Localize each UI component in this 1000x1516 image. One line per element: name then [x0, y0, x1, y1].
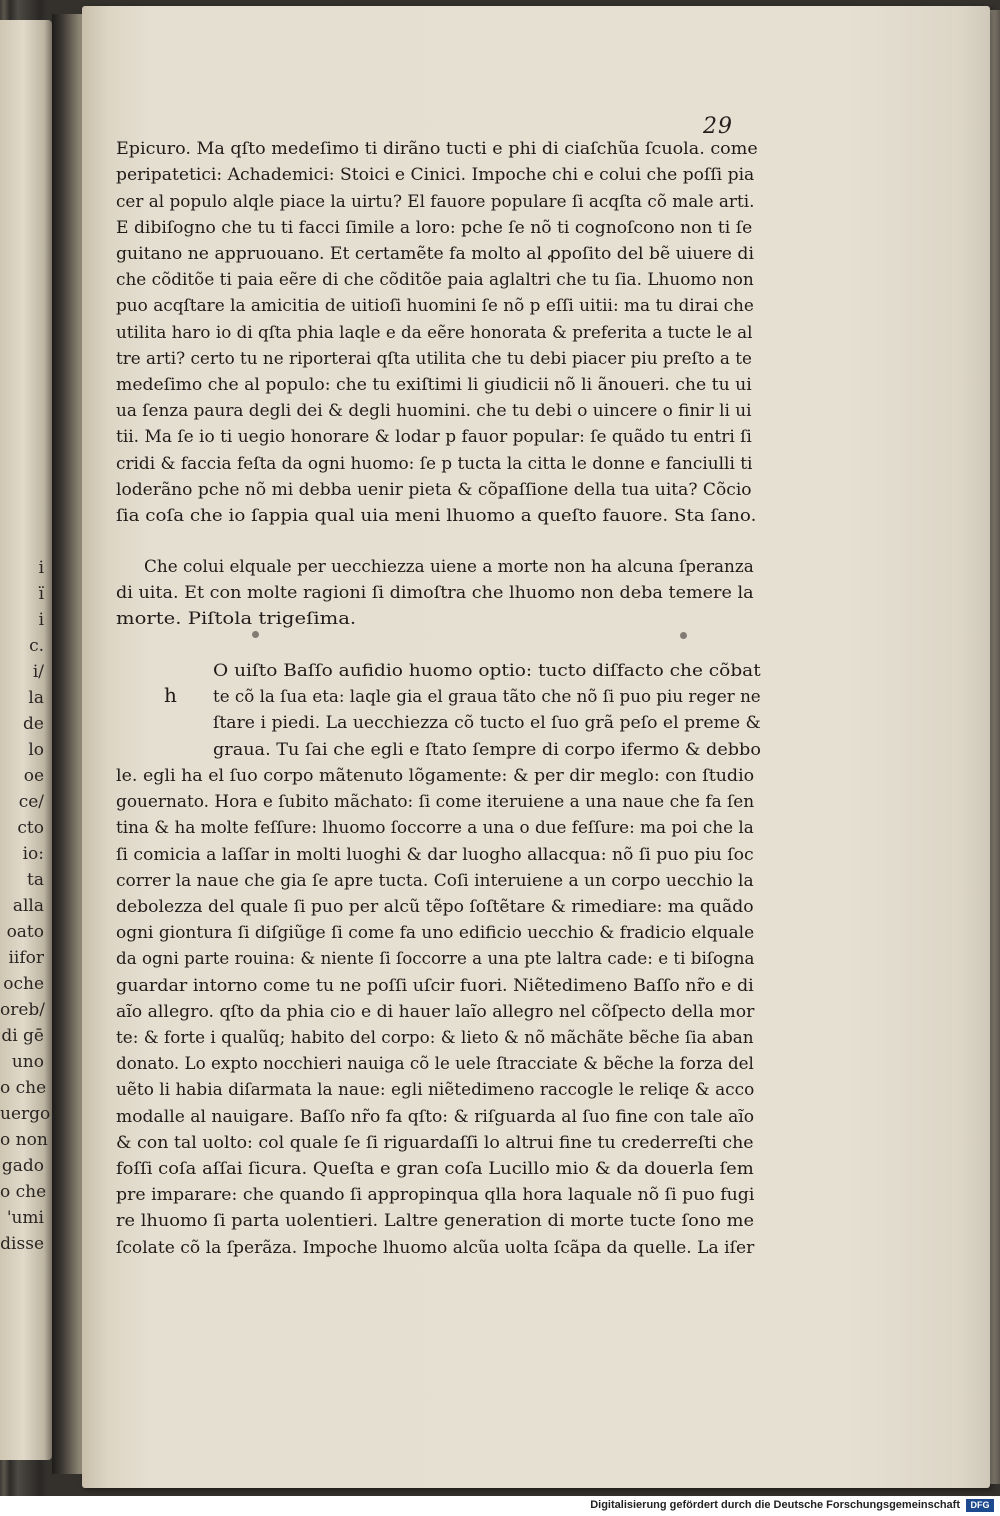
left-page-fragment: di gē [1, 1026, 44, 1046]
text-line: gouernato. Hora e ſubito mãchato: ſi come iteruiene a una naue che fa ſen [116, 792, 755, 811]
left-page-fragment: uno [11, 1052, 44, 1072]
left-page-fragment: la [28, 688, 44, 708]
left-page-fragment: ï [38, 584, 44, 604]
left-page-fragment: i [38, 558, 44, 578]
text-line: loderãno pche nõ mi debba uenir pieta & cõpaſſione della tua uita? Cõcio [116, 480, 752, 499]
text-line: uẽto li habia diſarmata la naue: egli niẽtedimeno raccogle le reliqe & acco [116, 1080, 755, 1099]
text-line: tina & ha molte feſſure: lhuomo ſoccorre a una o due feſſure: ma poi che la [116, 818, 754, 837]
left-page-fragment: oreb/ [0, 1000, 46, 1020]
text-line: medeſimo che al populo: che tu exiſtimi li giudicii nõ li ãnoueri. che tu ui [116, 375, 752, 394]
left-page-fragment: oche [3, 974, 44, 994]
text-line: pre imparare: che quando ſi appropinqua qlla hora laquale nõ ſi puo fugi [116, 1185, 755, 1204]
text-line: ua ſenza paura degli dei & degli huomini. che tu debi o uincere o finir li ui [116, 401, 752, 420]
ink-mark [252, 631, 259, 638]
text-line: peripatetici: Achademici: Stoici e Cinici. Impoche chi e colui che poſſi pia [116, 165, 755, 184]
text-line: Epicuro. Ma qſto medeſimo ti dirãno tucti e phi di ciaſchũa ſcuola. come [116, 139, 758, 158]
text-line: Che colui elquale per uecchiezza uiene a morte non ha alcuna ſperanza [144, 557, 754, 576]
text-line: le. egli ha el ſuo corpo mãtenuto lõgamente: & per dir meglo: con ſtudio [116, 766, 755, 785]
left-page-fragment: ce/ [18, 792, 44, 812]
text-line: foſſi coſa aſſai ſicura. Queſta e gran coſa Lucillo mio & da douerla ſem [116, 1159, 754, 1178]
text-line: te cõ la ſua eta: laqle gia el graua tãto che nõ ſi puo piu reger ne [213, 687, 761, 706]
text-line: cer al populo alqle piace la uirtu? El fauore populare ſi acqſta cõ male arti. [116, 192, 755, 211]
left-page-fragment: o che [0, 1182, 47, 1202]
text-line: debolezza del quale ſi puo per alcũ tẽpo ſoſtẽtare & rimediare: ma quãdo [116, 897, 754, 916]
text-line: tre arti? certo tu ne riporterai qſta utilita che tu debi piacer piu preſto a te [116, 349, 752, 368]
text-line: modalle al nauigare. Baſſo nr̃o fa qſto: & riſguarda al ſuo fine con tale aĩo [116, 1107, 755, 1126]
left-page-fragment: gado [1, 1156, 44, 1176]
left-page-fragment: de [23, 714, 44, 734]
left-page-fragment: disse [0, 1234, 44, 1254]
left-page-fragment: uergo [0, 1104, 51, 1124]
text-line: guardar intorno come tu ne poſſi uſcir fuori. Niẽtedimeno Baſſo nr̃o e di [116, 976, 754, 995]
text-line: cridi & faccia feſta da ogni huomo: ſe p tucta la citta le donne e fanciulli ti [116, 454, 753, 473]
text-line: morte. Piſtola trigeſima. [116, 609, 357, 628]
text-line: ſcolate cõ la ſperãza. Impoche lhuomo alcũa uolta ſcãpa da quelle. La iſer [116, 1238, 755, 1257]
left-page-fragment: o non [0, 1130, 48, 1150]
text-line: E dibiſogno che tu ti facci ſimile a loro: pche ſe nõ ti cognoſcono non ti ſe [116, 218, 753, 237]
text-line: ſia coſa che io ſappia qual uia meni lhuomo a queſto fauore. Sta ſano. [116, 506, 757, 525]
left-page-fragment: c. [29, 636, 44, 656]
text-line: di uita. Et con molte ragioni ſi dimoſtra che lhuomo non deba temere la [116, 583, 754, 602]
text-line: utilita haro io di qſta phia laqle e da eẽre honorata & preferita a tucte le al [116, 323, 753, 342]
left-page-fragment: io: [22, 844, 44, 864]
left-page-fragment: 'umi [6, 1208, 44, 1228]
left-page-fragment: oato [6, 922, 44, 942]
text-line: guitano ne appruouano. Et certamẽte fa molto al ꝓpoſito del bẽ uiuere di [116, 244, 754, 263]
text-line: correr la naue che gia ſe apre tucta. Coſi interuiene a un corpo uecchio la [116, 871, 754, 890]
left-page-fragment: alla [12, 896, 44, 916]
text-line: ogni giontura ſi diſgiũge ſi come fa uno edificio uecchio & fradicio elquale [116, 923, 755, 942]
text-line: graua. Tu ſai che egli e ſtato ſempre di corpo ifermo & debbo [213, 740, 761, 759]
drop-initial-guide-letter: h [164, 683, 177, 707]
footer-credit: Digitalisierung gefördert durch die Deutsche Forschungsgemeinschaft [590, 1499, 960, 1511]
text-line: che cõditõe ti paia eẽre di che cõditõe paia aglaltri che tu ſia. Lhuomo non [116, 270, 754, 289]
left-page-fragment: o che [0, 1078, 47, 1098]
digitization-footer [0, 1496, 1000, 1516]
text-line: re lhuomo ſi parta uolentieri. Laltre generation di morte tucte ſono me [116, 1211, 755, 1230]
text-line: donato. Lo expto nocchieri nauiga cõ le uele ſtracciate & bẽche la forza del [116, 1054, 754, 1073]
text-line: te: & forte i qualũq; habito del corpo: & lieto & nõ mãchãte bẽche ſia aban [116, 1028, 754, 1047]
left-page-fragment: ta [27, 870, 44, 890]
left-page-fragment: iifor [8, 948, 44, 968]
text-line: aĩo allegro. qſto da phia cio e di hauer laĩo allegro nel cõſpecto della mor [116, 1002, 755, 1021]
left-page-fragment: i [38, 610, 44, 630]
dfg-logo: DFG [966, 1499, 994, 1512]
text-line: ſi comicia a laſſar in molti luoghi & dar luogho allacqua: nõ ſi puo piu ſoc [116, 845, 754, 864]
text-line: da ogni parte rouina: & niente ſi ſoccorre a una pte laltra cade: e ti biſogna [116, 949, 755, 968]
text-line: puo acqſtare la amicitia de uitioſi huomini ſe nõ p eſſi uitii: ma tu dirai che [116, 296, 754, 315]
left-page-fragment: cto [17, 818, 44, 838]
left-facing-page [0, 20, 52, 1460]
ink-mark [680, 632, 687, 639]
text-line: tii. Ma ſe io ti uegio honorare & lodar p fauor popular: ſe quãdo tu entri ſi [116, 427, 752, 446]
page-number: 29 [703, 114, 733, 139]
text-line: O uiſto Baſſo aufidio huomo optio: tucto diſfacto che cõbat [213, 661, 761, 680]
text-line: & con tal uolto: col quale ſe ſi riguardaſſi lo altrui fine tu crederreſti che [116, 1133, 754, 1152]
text-line: ſtare i piedi. La uecchiezza cõ tucto el ſuo grã peſo el preme & [213, 713, 761, 732]
book-gutter [52, 14, 86, 1474]
left-page-fragment: lo [28, 740, 44, 760]
left-page-fragment: i/ [32, 662, 44, 682]
left-page-fragment: oe [23, 766, 44, 786]
